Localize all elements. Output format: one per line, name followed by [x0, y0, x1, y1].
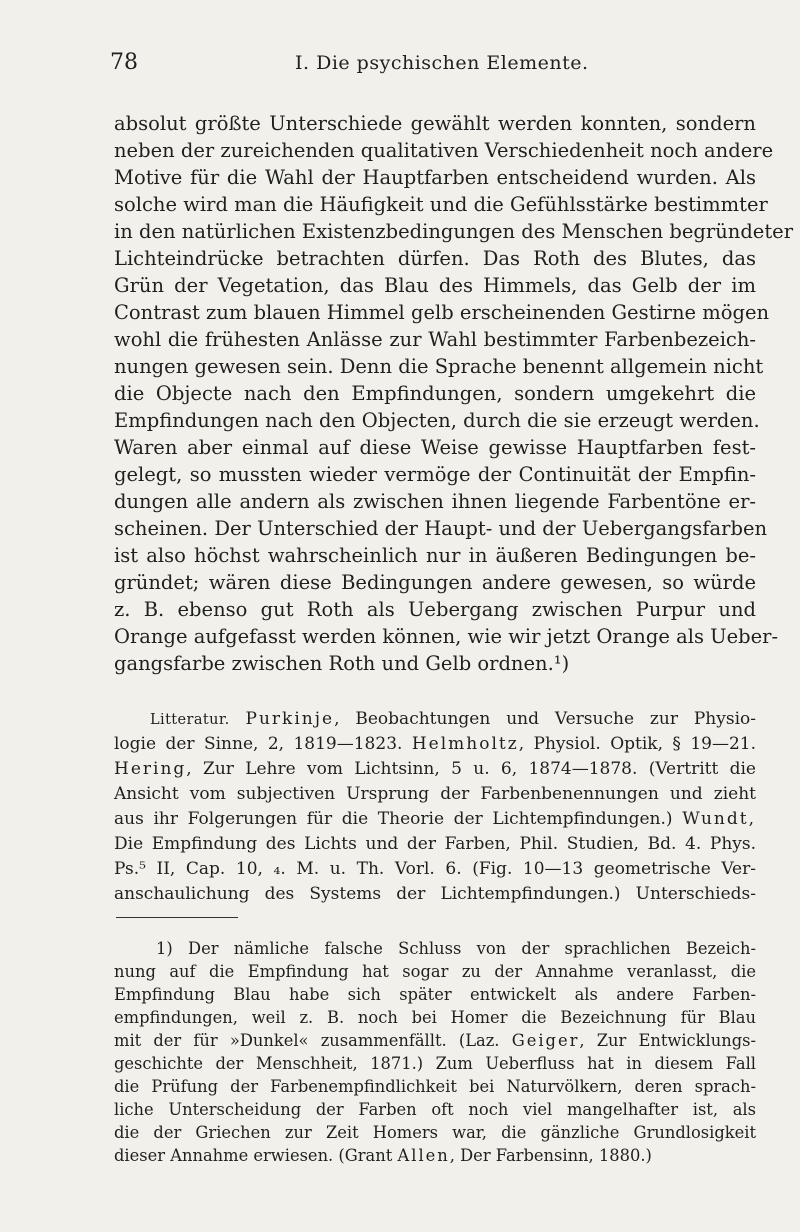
- footnote-line: liche Unterscheidung der Farben oft noch viel mangelhafter ist, als: [114, 1100, 756, 1119]
- author-name: Purkinje: [245, 709, 335, 729]
- literature-line: [114, 732, 756, 756]
- body-line: wohl die frühesten Anlässe zur Wahl bestimmter Farbenbezeich-: [114, 328, 756, 351]
- body-line: die Objecte nach den Empfindungen, sondern umgekehrt die: [114, 382, 756, 405]
- footnote-text: , Der Farbensinn, 1880.): [449, 1146, 652, 1165]
- body-line: Waren aber einmal auf diese Weise gewisse Hauptfarben fest-: [114, 436, 756, 459]
- citation-text: , Physiol. Optik, § 19—21.: [518, 734, 757, 754]
- body-line: ist also höchst wahrscheinlich nur in äußeren Bedingungen be-: [114, 544, 756, 567]
- body-line: Orange aufgefasst werden können, wie wir jetzt Orange als Ueber-: [114, 625, 779, 648]
- author-name: Allen: [397, 1146, 450, 1165]
- author-name: Wundt,: [682, 809, 756, 829]
- literature-line: [150, 707, 756, 731]
- footnote-line: empfindungen, weil z. B. noch bei Homer die Bezeichnung für Blau: [114, 1008, 756, 1027]
- footnote-line: Empfindung Blau habe sich später entwickelt als andere Farben-: [114, 985, 756, 1004]
- body-line: in den natürlichen Existenzbedingungen des Menschen begründeter: [114, 220, 794, 243]
- page-header: [110, 50, 760, 82]
- footnote-line: die der Griechen zur Zeit Homers war, die gänzliche Grundlosigkeit: [114, 1123, 756, 1142]
- body-line: absolut größte Unterschiede gewählt werden konnten, sondern: [114, 112, 756, 135]
- footnote-text: Der nämliche falsche Schluss von der sprachlichen Bezeich-: [188, 939, 756, 958]
- footnote-line: [114, 1030, 756, 1052]
- body-line: Motive für die Wahl der Hauptfarben entscheidend wurden. Als: [114, 166, 756, 189]
- footnote-text: , Zur Entwicklungs-: [579, 1031, 757, 1050]
- running-head: I. Die psychischen Elemente.: [295, 52, 589, 74]
- body-line: Lichteindrücke betrachten dürfen. Das Roth des Blutes, das: [114, 247, 756, 270]
- literature-heading: Litteratur.: [150, 712, 230, 728]
- literature-line: Ansicht vom subjectiven Ursprung der Farbenbenennungen und zieht: [114, 784, 756, 804]
- literature-line: [114, 757, 756, 781]
- citation-text: logie der Sinne, 2, 1819—1823.: [114, 734, 403, 754]
- body-line: Empfindungen nach den Objecten, durch die sie erzeugt werden.: [114, 409, 760, 432]
- citation-text: , Zur Lehre vom Lichtsinn, 5 u. 6, 1874—1878. (Vertritt die: [186, 759, 756, 779]
- body-line: Contrast zum blauen Himmel gelb erscheinenden Gestirne mögen: [114, 301, 770, 324]
- literature-line: Die Empfindung des Lichts und der Farben, Phil. Studien, Bd. 4. Phys.: [114, 834, 756, 854]
- footnote-line: [114, 1145, 756, 1167]
- footnote-marker: 1): [156, 939, 173, 958]
- body-line: gangsfarbe zwischen Roth und Gelb ordnen.¹): [114, 652, 570, 675]
- footnote-text: mit der für »Dunkel« zusammenfällt. (Laz.: [114, 1031, 500, 1050]
- body-line: gelegt, so mussten wieder vermöge der Continuität der Empfin-: [114, 463, 756, 486]
- literature-line: anschaulichung des Systems der Lichtempfindungen.) Unterschieds-: [114, 884, 756, 904]
- footnote-line: geschichte der Menschheit, 1871.) Zum Ueberfluss hat in diesem Fall: [114, 1054, 756, 1073]
- body-line: z. B. ebenso gut Roth als Uebergang zwischen Purpur und: [114, 598, 756, 621]
- body-line: dungen alle andern als zwischen ihnen liegende Farbentöne er-: [114, 490, 756, 513]
- citation-text: aus ihr Folgerungen für die Theorie der Lichtempfindungen.): [114, 809, 673, 829]
- citation-text: , Beobachtungen und Versuche zur Physio-: [334, 709, 756, 729]
- footnote-text: dieser Annahme erwiesen. (Grant: [114, 1146, 393, 1165]
- body-line: gründet; wären diese Bedingungen andere gewesen, so würde: [114, 571, 756, 594]
- literature-line: Ps.⁵ II, Cap. 10, ₄. M. u. Th. Vorl. 6. (Fig. 10—13 geometrische Ver-: [114, 859, 756, 879]
- footnote-line: nung auf die Empfindung hat sogar zu der Annahme veranlasst, die: [114, 962, 756, 981]
- body-line: scheinen. Der Unterschied der Haupt- und der Uebergangsfarben: [114, 517, 768, 540]
- page-number: 78: [110, 50, 138, 75]
- body-line: neben der zureichenden qualitativen Verschiedenheit noch andere: [114, 139, 774, 162]
- body-line: Grün der Vegetation, das Blau des Himmels, das Gelb der im: [114, 274, 756, 297]
- footnote-line: [156, 938, 756, 960]
- body-line: nungen gewesen sein. Denn die Sprache benennt allgemein nicht: [114, 355, 764, 378]
- author-name: Geiger: [511, 1031, 580, 1050]
- footnote-divider: [116, 917, 238, 918]
- footnote-line: die Prüfung der Farbenempfindlichkeit bei Naturvölkern, deren sprach-: [114, 1077, 756, 1096]
- body-line: solche wird man die Häufigkeit und die Gefühlsstärke bestimmter: [114, 193, 768, 216]
- literature-line: [114, 807, 756, 831]
- author-name: Helmholtz: [411, 734, 519, 754]
- author-name: Hering: [114, 759, 187, 779]
